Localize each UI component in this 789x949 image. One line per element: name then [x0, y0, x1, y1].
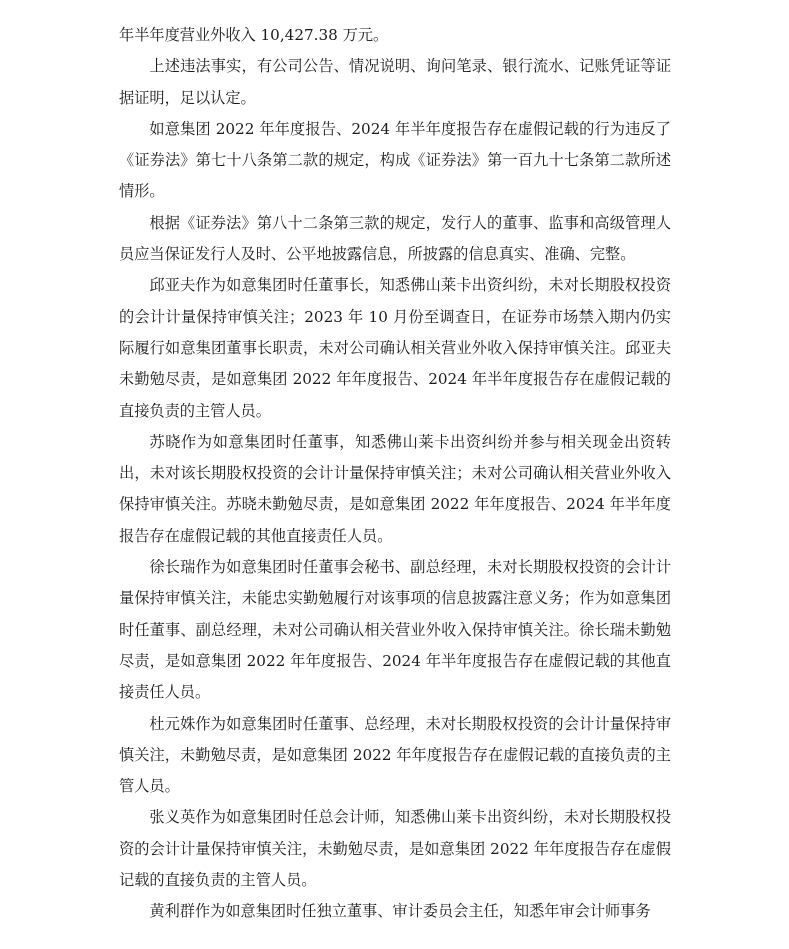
paragraph-du-yuanshu: 杜元姝作为如意集团时任董事、总经理，未对长期股权投资的会计计量保持审慎关注，未勤勉尽责，是如意集团 2022 年年度报告存在虚假记载的直接负责的主管人员。 — [119, 714, 671, 796]
paragraph-xu-changrui: 徐长瑞作为如意集团时任董事会秘书、副总经理，未对长期股权投资的会计计量保持审慎关注，未能忠实勤勉履行对该事项的信息披露注意义务；作为如意集团时任董事、副总经理，未对公司确认相关营业外收入保持审慎关注。徐长瑞未勤勉尽责，是如意集团 2022 年年度报告、2024 年半年度报告存在虚假记载的其他直接责任人员。 — [119, 558, 671, 702]
paragraph-violation: 如意集团 2022 年年度报告、2024 年半年度报告存在虚假记载的行为违反了《证券法》第七十八条第二款的规定，构成《证券法》第一百九十七条第二款所述情形。 — [119, 119, 671, 201]
paragraph-qiu-yafu: 邱亚夫作为如意集团时任董事长，知悉佛山莱卡出资纠纷，未对长期股权投资的会计计量保持审慎关注；2023 年 10 月份至调查日，在证券市场禁入期内仍实际履行如意集团董事长职责，未对公司确认相关营业外收入保持审慎关注。邱亚夫未勤勉尽责，是如意集团 2022 年年度报告、2024 年半年度报告存在虚假记载的直接负责的主管人员。 — [119, 276, 671, 420]
paragraph-su-xiao: 苏晓作为如意集团时任董事，知悉佛山莱卡出资纠纷并参与相关现金出资转出，未对该长期股权投资的会计计量保持审慎关注；未对公司确认相关营业外收入保持审慎关注。苏晓未勤勉尽责，是如意集团 2022 年年度报告、2024 年半年度报告存在虚假记载的其他直接责任人员。 — [119, 432, 671, 545]
paragraph-legal-basis: 根据《证券法》第八十二条第三款的规定，发行人的董事、监事和高级管理人员应当保证发行人及时、公平地披露信息，所披露的信息真实、准确、完整。 — [119, 213, 671, 264]
paragraph-continuation: 年半年度营业外收入 10,427.38 万元。 — [119, 26, 389, 44]
paragraph-zhang-yiying: 张义英作为如意集团时任总会计师，知悉佛山莱卡出资纠纷，未对长期股权投资的会计计量保持审慎关注，未勤勉尽责，是如意集团 2022 年年度报告存在虚假记载的直接负责的主管人员。 — [119, 808, 671, 890]
paragraph-huang-liqun: 黄利群作为如意集团时任独立董事、审计委员会主任，知悉年审会计师事务 — [149, 902, 651, 921]
paragraph-evidence: 上述违法事实，有公司公告、情况说明、询问笔录、银行流水、记账凭证等证据证明，足以认定。 — [119, 57, 671, 107]
document-page — [119, 20, 671, 928]
